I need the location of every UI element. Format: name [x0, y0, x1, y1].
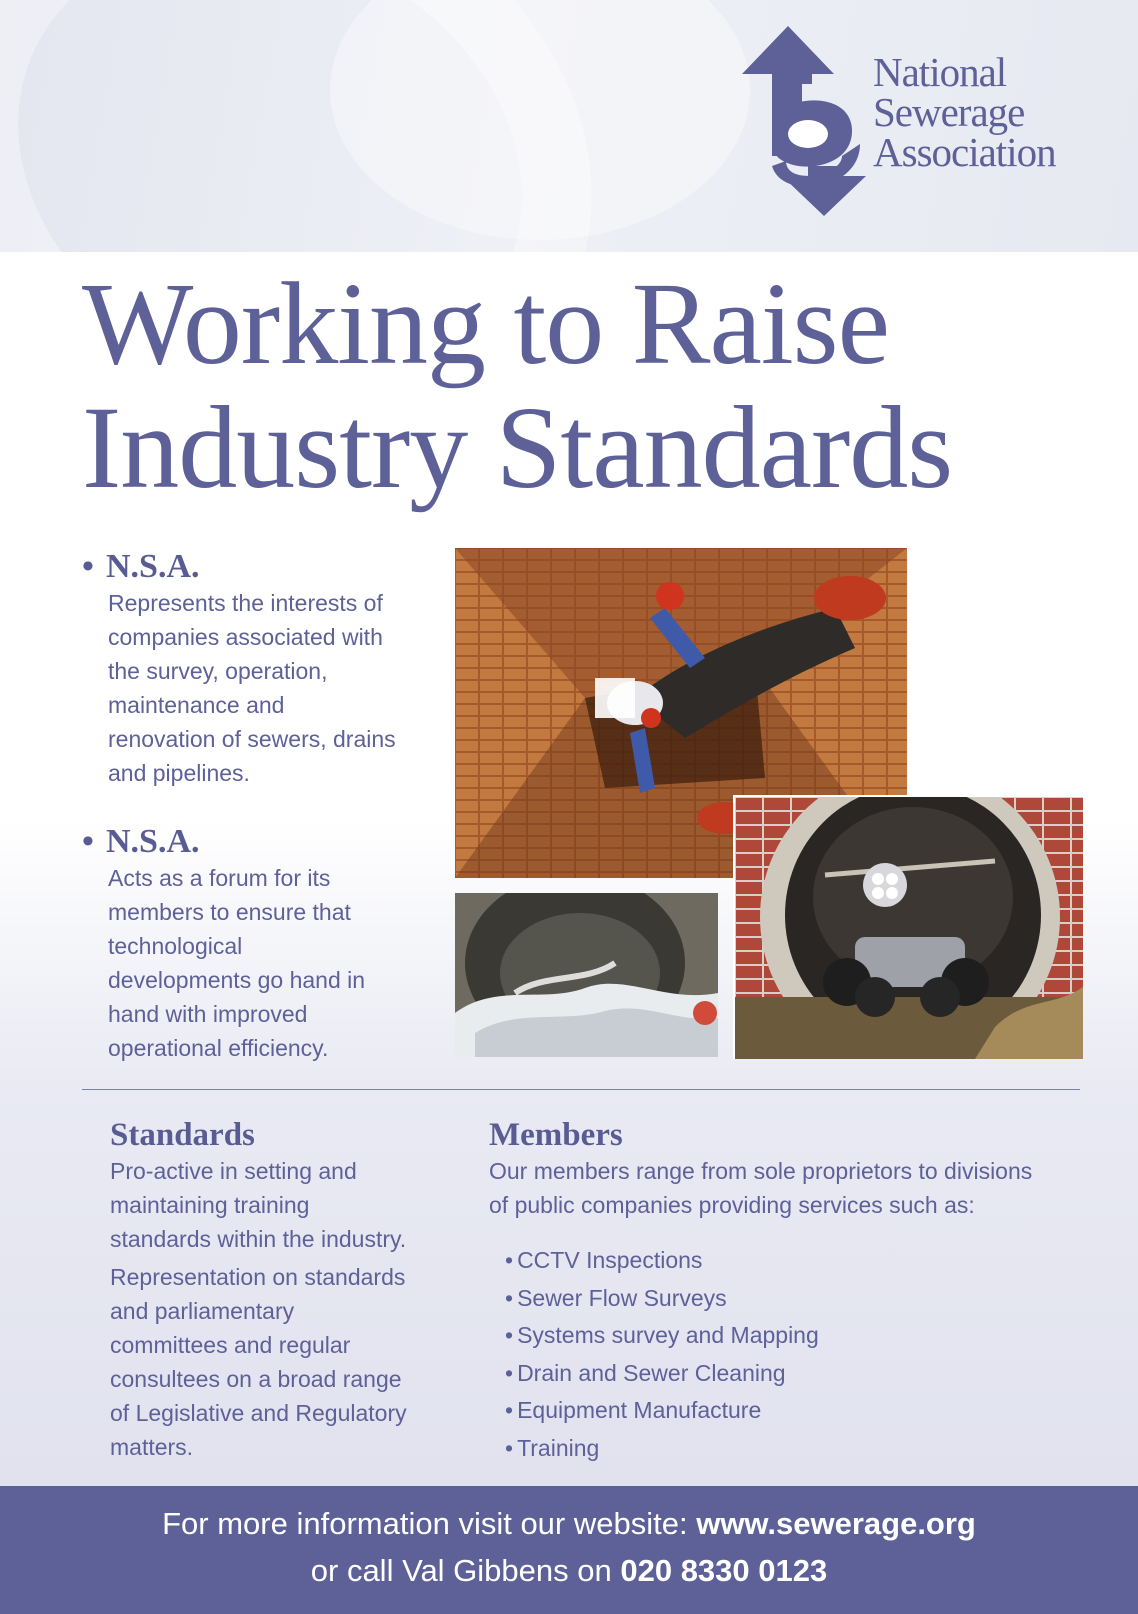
- text-line: Our members range from sole proprietors to divisions: [489, 1158, 1033, 1184]
- footer-line-1: [0, 1506, 1138, 1542]
- text-line: consultees on a broad range: [110, 1366, 402, 1392]
- services-list: [505, 1242, 1089, 1467]
- list-item: • Equipment Manufacture: [505, 1392, 1089, 1430]
- standards-para-2: [110, 1260, 450, 1464]
- standards-section: [110, 1116, 450, 1464]
- bullet-line: developments go hand in: [108, 967, 366, 993]
- section-divider: [82, 1089, 1080, 1090]
- bullet-title: • N.S.A.: [82, 548, 200, 585]
- sewer-flow-photo: [455, 893, 718, 1057]
- bullet-text: [108, 861, 442, 1065]
- bullet-title: • N.S.A.: [82, 823, 200, 860]
- logo-line: Association: [873, 129, 1056, 175]
- page-title: [82, 258, 953, 513]
- bullet-line: maintenance and: [108, 692, 285, 718]
- nsa-bullet-1: [82, 548, 442, 790]
- text-line: matters.: [110, 1434, 194, 1460]
- bullet-text: [108, 586, 442, 790]
- text-line: Pro-active in setting and: [110, 1158, 357, 1184]
- bullet-line: technological: [108, 933, 243, 959]
- logo-line: Sewerage: [873, 89, 1025, 135]
- bullet-line: companies associated with: [108, 624, 383, 650]
- nsa-bullet-2: [82, 823, 442, 1065]
- bullet-line: and pipelines.: [108, 760, 250, 786]
- bullet-line: hand with improved: [108, 1001, 308, 1027]
- list-item: • Sewer Flow Surveys: [505, 1280, 1089, 1318]
- footer-text: or call Val Gibbens on: [310, 1553, 621, 1588]
- bullet-line: members to ensure that: [108, 899, 351, 925]
- members-section: [489, 1116, 1089, 1467]
- text-line: Representation on standards: [110, 1264, 406, 1290]
- bullet-title-text: N.S.A.: [106, 823, 200, 860]
- sewer-crawler-camera-photo: [733, 795, 1083, 1059]
- text-line: committees and regular: [110, 1332, 351, 1358]
- text-line: of Legislative and Regulatory: [110, 1400, 407, 1426]
- members-intro: [489, 1154, 1089, 1222]
- bullet-line: operational efficiency.: [108, 1035, 329, 1061]
- list-item: • CCTV Inspections: [505, 1242, 1089, 1280]
- title-line-2: Industry Standards: [82, 382, 953, 513]
- bullet-title-text: N.S.A.: [106, 548, 200, 585]
- footer-line-2: [0, 1553, 1138, 1589]
- logo-line: National: [873, 49, 1007, 95]
- text-line: and parliamentary: [110, 1298, 295, 1324]
- list-item: • Systems survey and Mapping: [505, 1317, 1089, 1355]
- title-line-1: Working to Raise: [82, 258, 889, 389]
- standards-para-1: [110, 1154, 450, 1256]
- bullet-line: renovation of sewers, drains: [108, 726, 396, 752]
- text-line: standards within the industry.: [110, 1226, 407, 1252]
- text-line: maintaining training: [110, 1192, 310, 1218]
- list-item: • Drain and Sewer Cleaning: [505, 1355, 1089, 1393]
- bullet-line: Represents the interests of: [108, 590, 383, 616]
- logo-wordmark: [873, 49, 1056, 175]
- members-heading: Members: [489, 1117, 623, 1153]
- website-link[interactable]: www.sewerage.org: [696, 1506, 976, 1541]
- footer-banner: [0, 1486, 1138, 1614]
- phone-number: 020 8330 0123: [620, 1553, 828, 1588]
- standards-heading: Standards: [110, 1117, 255, 1153]
- text-line: of public companies providing services such as:: [489, 1192, 975, 1218]
- bullet-line: Acts as a forum for its: [108, 865, 331, 891]
- bullet-line: the survey, operation,: [108, 658, 328, 684]
- list-item: • Training: [505, 1430, 1089, 1468]
- footer-text: For more information visit our website:: [162, 1506, 697, 1541]
